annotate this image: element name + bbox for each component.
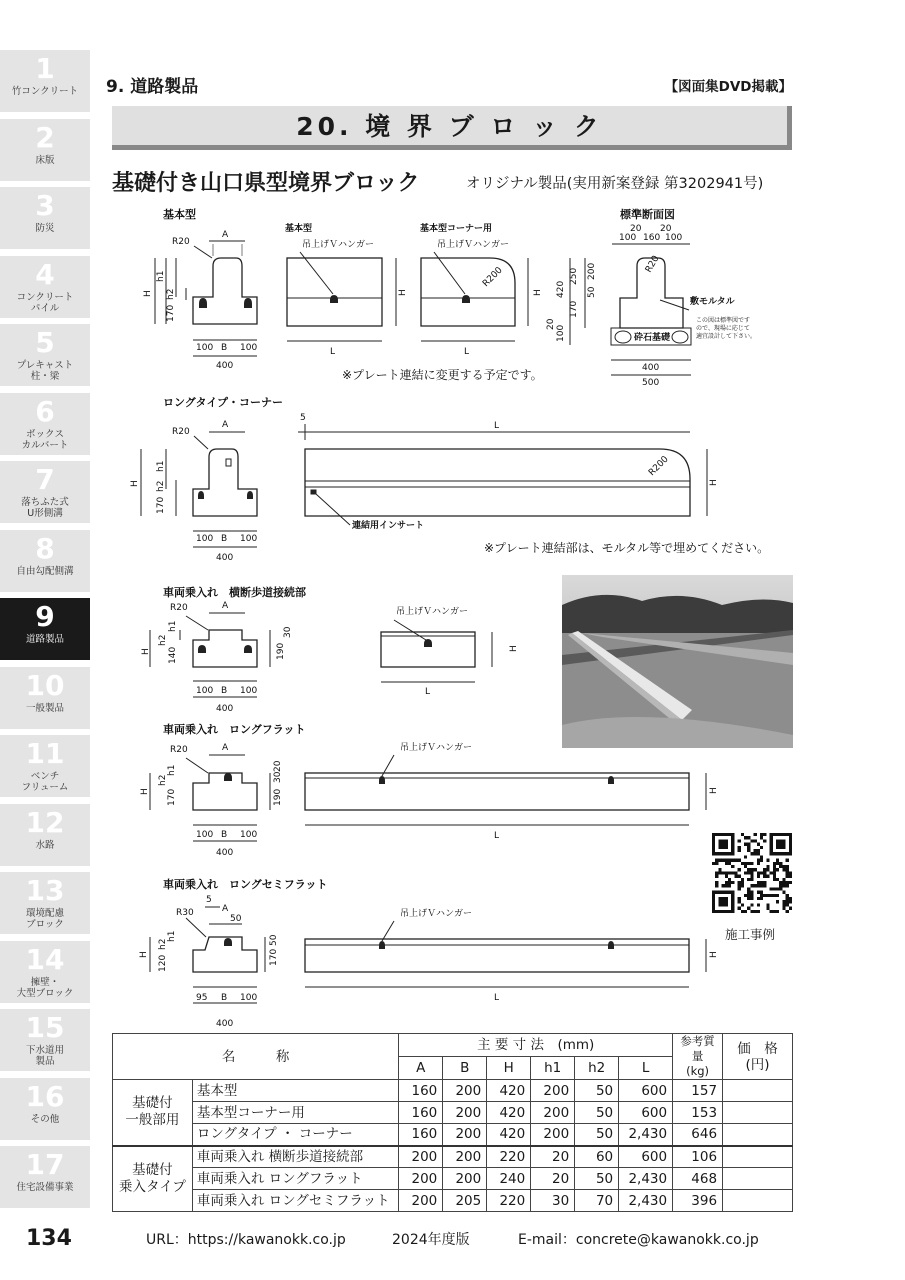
cell-price (723, 1146, 793, 1168)
cell-l: 600 (619, 1146, 673, 1168)
svg-text:400: 400 (216, 704, 234, 714)
svg-text:A: A (222, 904, 229, 914)
cell-h2: 50 (575, 1124, 619, 1146)
svg-text:R20: R20 (172, 237, 190, 247)
svg-text:100: 100 (240, 993, 258, 1003)
svg-text:A: A (222, 743, 229, 753)
column-header: h1 (531, 1057, 575, 1080)
svg-text:100: 100 (196, 686, 214, 696)
cell-h2: 70 (575, 1190, 619, 1212)
svg-text:170: 170 (167, 788, 177, 806)
svg-text:H: H (141, 648, 151, 655)
svg-text:420: 420 (556, 280, 566, 298)
svg-text:100: 100 (196, 343, 214, 353)
chapter-tab-label: 落ちふた式 U形側溝 (21, 497, 69, 519)
svg-text:100: 100 (240, 534, 258, 544)
svg-text:190: 190 (276, 642, 286, 660)
svg-text:B: B (221, 993, 228, 1003)
cell-h: 420 (487, 1102, 531, 1124)
plate-note-1: ※プレート連結に変更する予定です。 (342, 368, 543, 382)
svg-text:H: H (709, 951, 719, 958)
cell-price (723, 1102, 793, 1124)
label-corner: 基本型コーナー用 (420, 224, 493, 234)
svg-text:100: 100 (240, 343, 258, 353)
long-side-drawing (298, 424, 707, 525)
product-name: 基本型 (192, 1080, 398, 1102)
cell-price (723, 1168, 793, 1190)
svg-text:100: 100 (240, 830, 258, 840)
svg-text:140: 140 (168, 646, 178, 664)
dvd-note: 【図面集DVD掲載】 (664, 79, 792, 95)
cell-a: 160 (399, 1080, 443, 1102)
label-crossing: 車両乗入れ 横断歩道接続部 (163, 586, 306, 599)
chapter-tab-label: 水路 (35, 839, 55, 851)
page-number: 134 (26, 1226, 72, 1251)
svg-text:吊上げＶハンガー: 吊上げＶハンガー (400, 909, 473, 919)
cell-h2: 60 (575, 1146, 619, 1168)
cell-l: 2,430 (619, 1124, 673, 1146)
cell-a: 200 (399, 1146, 443, 1168)
svg-text:適宜設計して下さい。: 適宜設計して下さい。 (696, 333, 757, 340)
svg-text:h2: h2 (166, 288, 176, 300)
corner-side-drawing (421, 252, 528, 341)
svg-text:B: B (221, 830, 228, 840)
cell-h1: 20 (531, 1146, 575, 1168)
chapter-tab-number: 7 (35, 463, 55, 496)
svg-text:20: 20 (546, 318, 556, 330)
chapter-tab-number: 14 (25, 942, 65, 976)
plate-note-2: ※プレート連結部は、モルタル等で埋めてください。 (484, 541, 770, 555)
svg-text:基本型: 基本型 (285, 224, 313, 234)
svg-text:h2: h2 (158, 938, 168, 950)
svg-text:5: 5 (300, 413, 306, 423)
svg-text:R200: R200 (647, 454, 671, 479)
svg-text:30: 30 (283, 626, 293, 638)
svg-text:L: L (330, 347, 336, 357)
qr-caption: 施工事例 (725, 927, 776, 942)
footer-email[interactable]: E-mail：concrete@kawanokk.co.jp (518, 1232, 759, 1248)
cell-kg: 157 (673, 1080, 723, 1102)
cell-price (723, 1124, 793, 1146)
crossing-side-drawing (381, 620, 492, 682)
chapter-tab-label: 竹コンクリート (11, 86, 79, 97)
svg-text:L: L (494, 421, 500, 431)
svg-text:L: L (494, 831, 500, 841)
svg-text:吊上げＶハンガー: 吊上げＶハンガー (400, 743, 473, 753)
cell-b: 200 (443, 1124, 487, 1146)
table-row (113, 1146, 793, 1168)
cell-a: 160 (399, 1102, 443, 1124)
cell-b: 200 (443, 1102, 487, 1124)
qr-code[interactable] (712, 833, 792, 913)
svg-text:H: H (709, 479, 719, 486)
svg-text:100: 100 (619, 233, 637, 243)
header-mass: 参考質量 (kg) (673, 1034, 723, 1080)
svg-text:R30: R30 (176, 908, 194, 918)
chapter-tab-number: 1 (35, 52, 55, 85)
chapter-tab-number: 5 (35, 326, 55, 359)
svg-text:20: 20 (273, 760, 283, 772)
cell-l: 600 (619, 1102, 673, 1124)
kihon-side-drawing (287, 252, 396, 341)
svg-text:h2: h2 (158, 634, 168, 646)
group-name: 基礎付 一般部用 (113, 1080, 193, 1146)
svg-text:敷モルタル: 敷モルタル (690, 297, 735, 307)
section-heading: 9. 道路製品 (106, 77, 199, 97)
chapter-tab-label: ボックス カルバート (21, 428, 69, 451)
column-header: L (619, 1057, 673, 1080)
cell-h1: 30 (531, 1190, 575, 1212)
footer-url[interactable]: URL：https://kawanokk.co.jp (146, 1232, 346, 1248)
svg-text:ので、現場に応じて: ので、現場に応じて (696, 325, 750, 332)
svg-text:400: 400 (216, 553, 234, 563)
product-registration-note: オリジナル製品(実用新案登録 第3202941号) (466, 176, 764, 192)
chapter-tab-number: 4 (35, 257, 55, 291)
svg-text:400: 400 (216, 1019, 234, 1029)
svg-text:A: A (222, 230, 229, 240)
svg-text:h1: h1 (168, 620, 178, 632)
svg-text:190: 190 (273, 788, 283, 806)
cell-a: 160 (399, 1124, 443, 1146)
label-semiflat: 車両乗入れ ロングセミフラット (163, 878, 328, 891)
product-name: 車両乗入れ ロングセミフラット (192, 1190, 398, 1212)
product-name: 車両乗入れ 横断歩道接続部 (192, 1146, 398, 1168)
cell-h1: 200 (531, 1102, 575, 1124)
svg-text:R20: R20 (170, 745, 188, 755)
chapter-tab-label: ベンチ フリューム (21, 771, 69, 793)
chapter-tab-number: 15 (25, 1011, 65, 1044)
svg-text:20: 20 (660, 224, 672, 234)
cell-kg: 153 (673, 1102, 723, 1124)
chapter-tab-label: 環境配慮 ブロック (25, 908, 64, 930)
svg-text:連結用インサート: 連結用インサート (352, 521, 425, 531)
table-row (113, 1168, 793, 1190)
semiflat-side-drawing (305, 921, 706, 987)
cell-h: 220 (487, 1190, 531, 1212)
chapter-tab-number: 11 (25, 737, 65, 770)
svg-text:100: 100 (240, 686, 258, 696)
specification-table (112, 1033, 793, 1212)
cell-h: 420 (487, 1080, 531, 1102)
chapter-tab-number: 13 (25, 874, 65, 907)
svg-text:H: H (130, 480, 140, 487)
group-name: 基礎付 乗入タイプ (113, 1146, 193, 1212)
svg-text:R20: R20 (643, 254, 662, 275)
svg-text:400: 400 (642, 363, 660, 373)
cell-kg: 106 (673, 1146, 723, 1168)
cell-kg: 468 (673, 1168, 723, 1190)
svg-text:L: L (494, 993, 500, 1003)
svg-text:H: H (143, 290, 153, 297)
svg-text:H: H (140, 788, 150, 795)
chapter-tab-number: 3 (35, 189, 55, 222)
label-flat: 車両乗入れ ロングフラット (163, 723, 306, 736)
cell-h: 420 (487, 1124, 531, 1146)
cell-l: 600 (619, 1080, 673, 1102)
chapter-tab-number: 9 (35, 600, 55, 633)
chapter-tab-17[interactable] (0, 1146, 90, 1208)
label-standard: 標準断面図 (620, 208, 675, 221)
chapter-tab-16[interactable] (0, 1078, 90, 1140)
svg-text:100: 100 (196, 534, 214, 544)
svg-text:B: B (221, 343, 228, 353)
svg-text:A: A (222, 420, 229, 430)
cell-b: 205 (443, 1190, 487, 1212)
product-name: 車両乗入れ ロングフラット (192, 1168, 398, 1190)
cell-price (723, 1080, 793, 1102)
chapter-tab-number: 6 (35, 394, 55, 428)
svg-text:吊上げＶハンガー: 吊上げＶハンガー (396, 607, 469, 617)
chapter-tab-label: その他 (30, 1113, 60, 1125)
svg-text:30: 30 (273, 771, 283, 783)
table-row (113, 1080, 793, 1102)
svg-text:50: 50 (587, 286, 597, 298)
header-dimensions: 主 要 寸 法 (mm) (399, 1034, 673, 1057)
svg-text:50: 50 (230, 914, 242, 924)
chapter-tab-label: 自由勾配側溝 (16, 565, 74, 577)
cell-b: 200 (443, 1168, 487, 1190)
svg-text:250: 250 (569, 267, 579, 285)
cell-price (723, 1190, 793, 1212)
label-long: ロングタイプ・コーナー (163, 396, 284, 409)
chapter-tab-number: 17 (25, 1148, 65, 1181)
product-name: ロングタイプ ・ コーナー (192, 1124, 398, 1146)
svg-text:20: 20 (630, 224, 642, 234)
svg-text:R20: R20 (172, 427, 190, 437)
chapter-tab-label: 道路製品 (25, 634, 64, 645)
header-name: 名 称 (113, 1034, 399, 1080)
chapter-tab-label: 防災 (35, 223, 55, 234)
svg-text:170: 170 (569, 300, 579, 318)
svg-text:50: 50 (269, 934, 279, 946)
svg-text:h1: h1 (167, 930, 177, 942)
cell-kg: 396 (673, 1190, 723, 1212)
svg-text:吊上げＶハンガー: 吊上げＶハンガー (437, 240, 510, 250)
chapter-tab-number: 16 (25, 1079, 65, 1113)
column-header: H (487, 1057, 531, 1080)
chapter-tab-label: 擁壁・ 大型ブロック (16, 976, 74, 999)
chapter-tab-number: 10 (25, 668, 65, 702)
cell-h1: 200 (531, 1080, 575, 1102)
svg-text:R200: R200 (481, 265, 505, 290)
cell-h2: 50 (575, 1080, 619, 1102)
svg-text:100: 100 (665, 233, 683, 243)
svg-text:砕石基礎: 砕石基礎 (634, 333, 671, 343)
chapter-tab-label: 床版 (35, 154, 55, 166)
svg-text:95: 95 (196, 993, 208, 1003)
svg-text:100: 100 (556, 324, 566, 342)
flat-side-drawing (305, 755, 706, 825)
svg-text:この図は標準図です: この図は標準図です (696, 317, 751, 324)
svg-text:5: 5 (206, 895, 212, 905)
svg-text:100: 100 (196, 830, 214, 840)
cell-h2: 50 (575, 1168, 619, 1190)
cell-h: 220 (487, 1146, 531, 1168)
svg-text:B: B (221, 686, 228, 696)
svg-text:170: 170 (269, 948, 279, 966)
svg-text:H: H (509, 645, 519, 652)
table-row (113, 1102, 793, 1124)
svg-text:400: 400 (216, 361, 234, 371)
product-name: 基本型コーナー用 (192, 1102, 398, 1124)
svg-text:h2: h2 (156, 480, 166, 492)
column-header: B (443, 1057, 487, 1080)
footer-edition: 2024年度版 (392, 1232, 470, 1248)
product-title: 基礎付き山口県型境界ブロック (112, 171, 420, 196)
cell-h2: 50 (575, 1102, 619, 1124)
chapter-tab-number: 12 (25, 805, 65, 839)
svg-text:B: B (221, 534, 228, 544)
cell-l: 2,430 (619, 1190, 673, 1212)
page-title: 20. 境 界 ブ ロ ッ ク (296, 112, 603, 141)
chapter-tab-label: 一般製品 (25, 702, 64, 714)
svg-text:A: A (222, 601, 229, 611)
table-row (113, 1190, 793, 1212)
cell-h1: 200 (531, 1124, 575, 1146)
svg-text:H: H (139, 951, 149, 958)
svg-text:R20: R20 (170, 603, 188, 613)
cell-b: 200 (443, 1146, 487, 1168)
svg-text:500: 500 (642, 378, 660, 388)
svg-text:h1: h1 (156, 270, 166, 282)
table-row (113, 1124, 793, 1146)
svg-text:170: 170 (166, 304, 176, 322)
svg-text:400: 400 (216, 848, 234, 858)
svg-text:h1: h1 (156, 460, 166, 472)
svg-text:L: L (464, 347, 470, 357)
chapter-tab-label: プレキャスト 柱・梁 (16, 360, 74, 382)
chapter-tab-number: 8 (35, 531, 55, 565)
svg-text:h1: h1 (167, 764, 177, 776)
svg-text:170: 170 (156, 496, 166, 514)
chapter-tab-number: 2 (35, 120, 55, 154)
svg-text:H: H (533, 289, 543, 296)
svg-text:吊上げＶハンガー: 吊上げＶハンガー (302, 240, 375, 250)
cell-a: 200 (399, 1168, 443, 1190)
cell-kg: 646 (673, 1124, 723, 1146)
column-header: A (399, 1057, 443, 1080)
chapter-tab-label: コンクリート パイル (16, 291, 74, 314)
label-kihon: 基本型 (163, 208, 196, 221)
cell-l: 2,430 (619, 1168, 673, 1190)
svg-text:120: 120 (158, 954, 168, 972)
svg-text:h2: h2 (158, 774, 168, 786)
svg-text:H: H (398, 289, 408, 296)
cell-h: 240 (487, 1168, 531, 1190)
svg-text:200: 200 (587, 262, 597, 280)
cell-b: 200 (443, 1080, 487, 1102)
construction-photo (562, 575, 793, 748)
svg-text:H: H (709, 787, 719, 794)
cell-a: 200 (399, 1190, 443, 1212)
svg-text:160: 160 (643, 233, 661, 243)
cell-h1: 20 (531, 1168, 575, 1190)
chapter-tab-label: 住宅設備事業 (16, 1182, 74, 1193)
chapter-tab-label: 下水道用 製品 (25, 1045, 64, 1067)
column-header: h2 (575, 1057, 619, 1080)
svg-text:L: L (425, 687, 431, 697)
header-price: 価 格 (円) (723, 1034, 793, 1080)
